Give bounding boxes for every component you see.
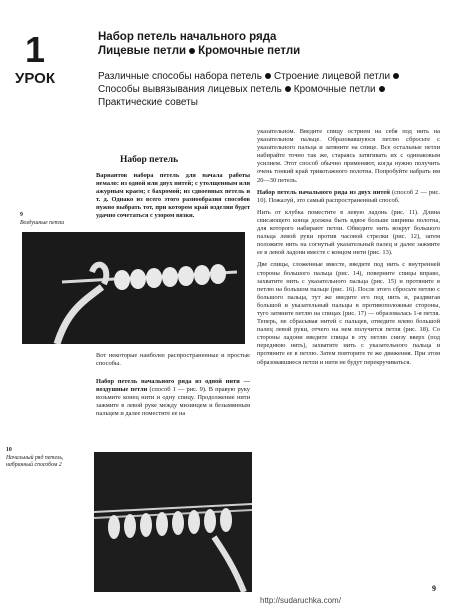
page-number: 9 [432,584,436,593]
page-title [98,30,438,58]
method-1-block [96,378,250,422]
title-part-b: Кромочные петли [198,45,301,57]
figure-9-text: Воздушные петли [20,219,65,226]
topic-5: Практические советы [98,97,198,108]
topic-4: Кромочные петли [293,84,376,95]
intro-paragraph [96,172,250,225]
figure-10-text: Начальный ряд петель, набранный способом 2 [6,454,64,468]
knitting-air-loops-image [22,232,245,344]
section-heading: Набор петель [120,155,179,165]
title-line-2 [98,44,438,58]
right-paragraph-1: указательном. Введите спицу острием на себя под нить на указательном пальце. Образовавшуюся петлю сбросьте с указательного пальца и затяните на спице. Все остальные петли набирайте точно так же, стараясь затягивать их с одинаковым усилием. Этот способ обычно применяют, когда нужно получить очень тонкий край трикотажного полотна. Попробуйте набрать им 20—30 петель. [257,128,440,184]
topic-3: Способы вывязывания лицевых петель [98,84,282,95]
figure-9-photo [22,232,245,344]
bullet-icon [379,86,385,92]
knitting-cast-on-image [94,452,252,592]
figure-9-caption [20,212,90,227]
bullet-icon [285,86,291,92]
method-2-heading: Набор петель начального ряда из двух нитей [257,188,390,196]
method-1-text: (способ 1 — рис. 9). В правую руку возьмите конец нити и одну спицу. Продолжение нити зажмите в левой руке между мизинцем и безымянным пальцем и далее поместите ее на [96,386,250,418]
topic-2: Строение лицевой петли [273,71,391,82]
figure-10-number: 10 [6,447,12,453]
method-1-heading: Набор петель начального ряда из одной нити — воздушные петли [96,378,250,394]
intro-text: Вариантов набора петель для начала работы немало: из одной или двух нитей; с утолщенным или ажурным краем; с бахромой; из сдвоенных петель и т. д. Однако из всего этого разнообразия способов нужно выбрать тот, при котором край изделия будет удачно сочетаться с узором вязки. [96,172,250,220]
watermark-url: http://sudaruchka.com/ [260,596,341,605]
topic-1: Различные способы набора петель [98,71,262,82]
right-column [257,128,440,371]
bullet-icon [189,48,195,54]
bullet-icon [265,73,271,79]
right-paragraph-4: Две спицы, сложенные вместе, введите под нить с внутренней стороны большого пальца (рис. 14), поверните спицы вправо, захватите нить с указательного пальца (рис. 15) и протяните в петлю на большом пальце (рис. 16). После этого сбросьте петлю с большого пальца, тут же введите его под нить и, раздвигая большой и указательный пальцы в противоположные стороны, туго затяните петлю на спицах (рис. 17) — образовалась 1-я петля. Теперь, не сбрасывая нитей с пальцев, отведите влево большой палец левой руки, отчего на нем получится петля (рис. 18). Со стороны ладони введите спицы в эту петлю снизу вверх (под переднюю нить), захватите нить с указательного пальца и протяните ее в петлю. Затем повторите те же движения. При этом образовавшиеся петли и нити не будут перекручиваться. [257,261,440,366]
topics-list [98,70,438,109]
lesson-number: 1 [24,29,46,70]
figure-9-note-text: Вот некоторые наиболее распространенные и простые способы. [96,352,250,368]
right-paragraph-3: Нить от клубка поместите в левую ладонь (рис. 11). Длина свисающего конца должна быть вдвое больше ширины полотна, для которого набирают петли. Обведите нить вокруг большого пальца левой руки против часовой стрелки (рис. 12), затем положите нить на согнутый указательный палец и далее зажмите ее в левой ладони вместе с концом нити (рис. 13). [257,208,440,257]
title-line-1: Набор петель начального ряда [98,31,277,43]
lesson-word: УРОК [15,70,55,87]
title-part-a: Лицевые петли [98,45,187,57]
figure-9-number: 9 [20,212,23,218]
figure-10-caption [6,447,88,470]
figure-10-photo [94,452,252,592]
bullet-icon [393,73,399,79]
method-2-intro: (способ 2 — рис. 10). Пожалуй, это самый распространенный способ. [257,188,440,204]
figure-9-note [96,352,250,372]
